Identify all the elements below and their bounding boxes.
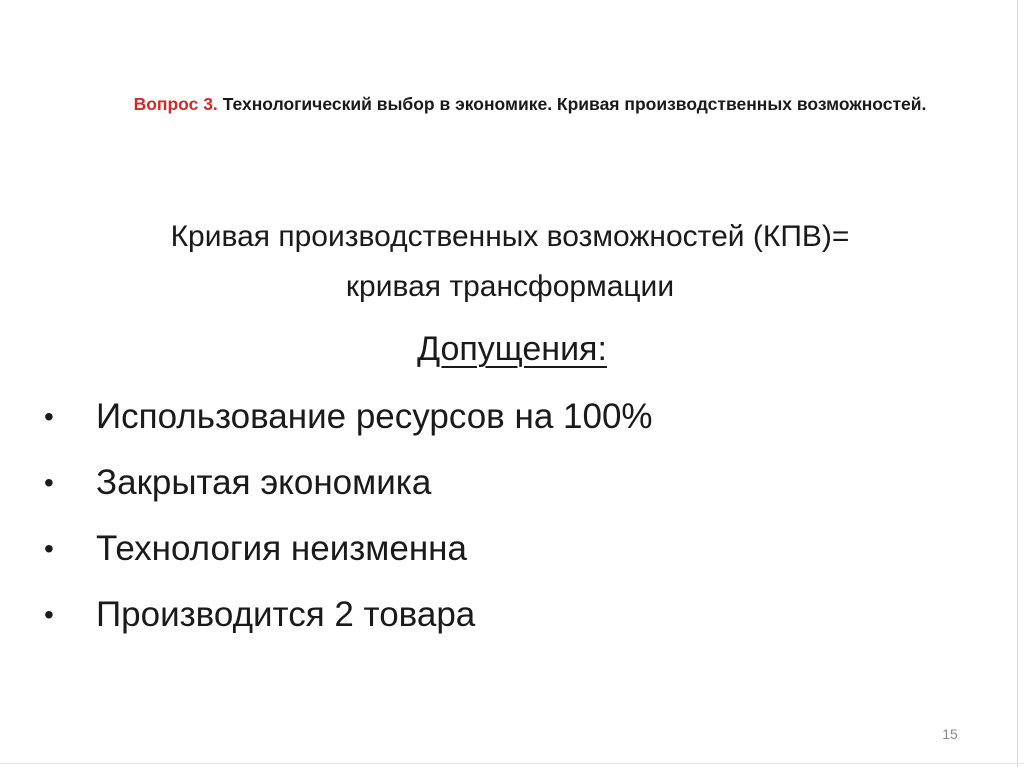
- bullet-icon: •: [44, 467, 54, 498]
- definition-text: [60, 212, 960, 312]
- list-item: [44, 582, 653, 648]
- list-item-text: Закрытая экономика: [96, 463, 432, 502]
- list-item: [44, 450, 653, 516]
- slide-heading: [60, 82, 1000, 127]
- bullet-icon: •: [44, 599, 54, 630]
- definition-line-2: кривая трансформации: [345, 270, 675, 303]
- list-item: [44, 516, 653, 582]
- slide-border-right: [1017, 0, 1018, 767]
- assumptions-list: [44, 384, 653, 648]
- page-number: 15: [942, 726, 958, 742]
- heading-title: Технологический выбор в экономике. Кривая производственных возможностей.: [222, 94, 927, 114]
- question-label: Вопрос 3.: [133, 94, 218, 114]
- list-item-text: Использование ресурсов на 100%: [96, 397, 653, 436]
- list-item-text: Технология неизменна: [96, 529, 467, 568]
- bullet-icon: •: [44, 533, 54, 564]
- assumptions-heading: Допущения:: [417, 330, 607, 368]
- bullet-icon: •: [44, 401, 54, 432]
- list-item-text: Производится 2 товара: [96, 595, 476, 634]
- definition-line-1: Кривая производственных возможностей (КПВ)=: [170, 220, 850, 253]
- slide-border-bottom: [0, 763, 1024, 764]
- list-item: [44, 384, 653, 450]
